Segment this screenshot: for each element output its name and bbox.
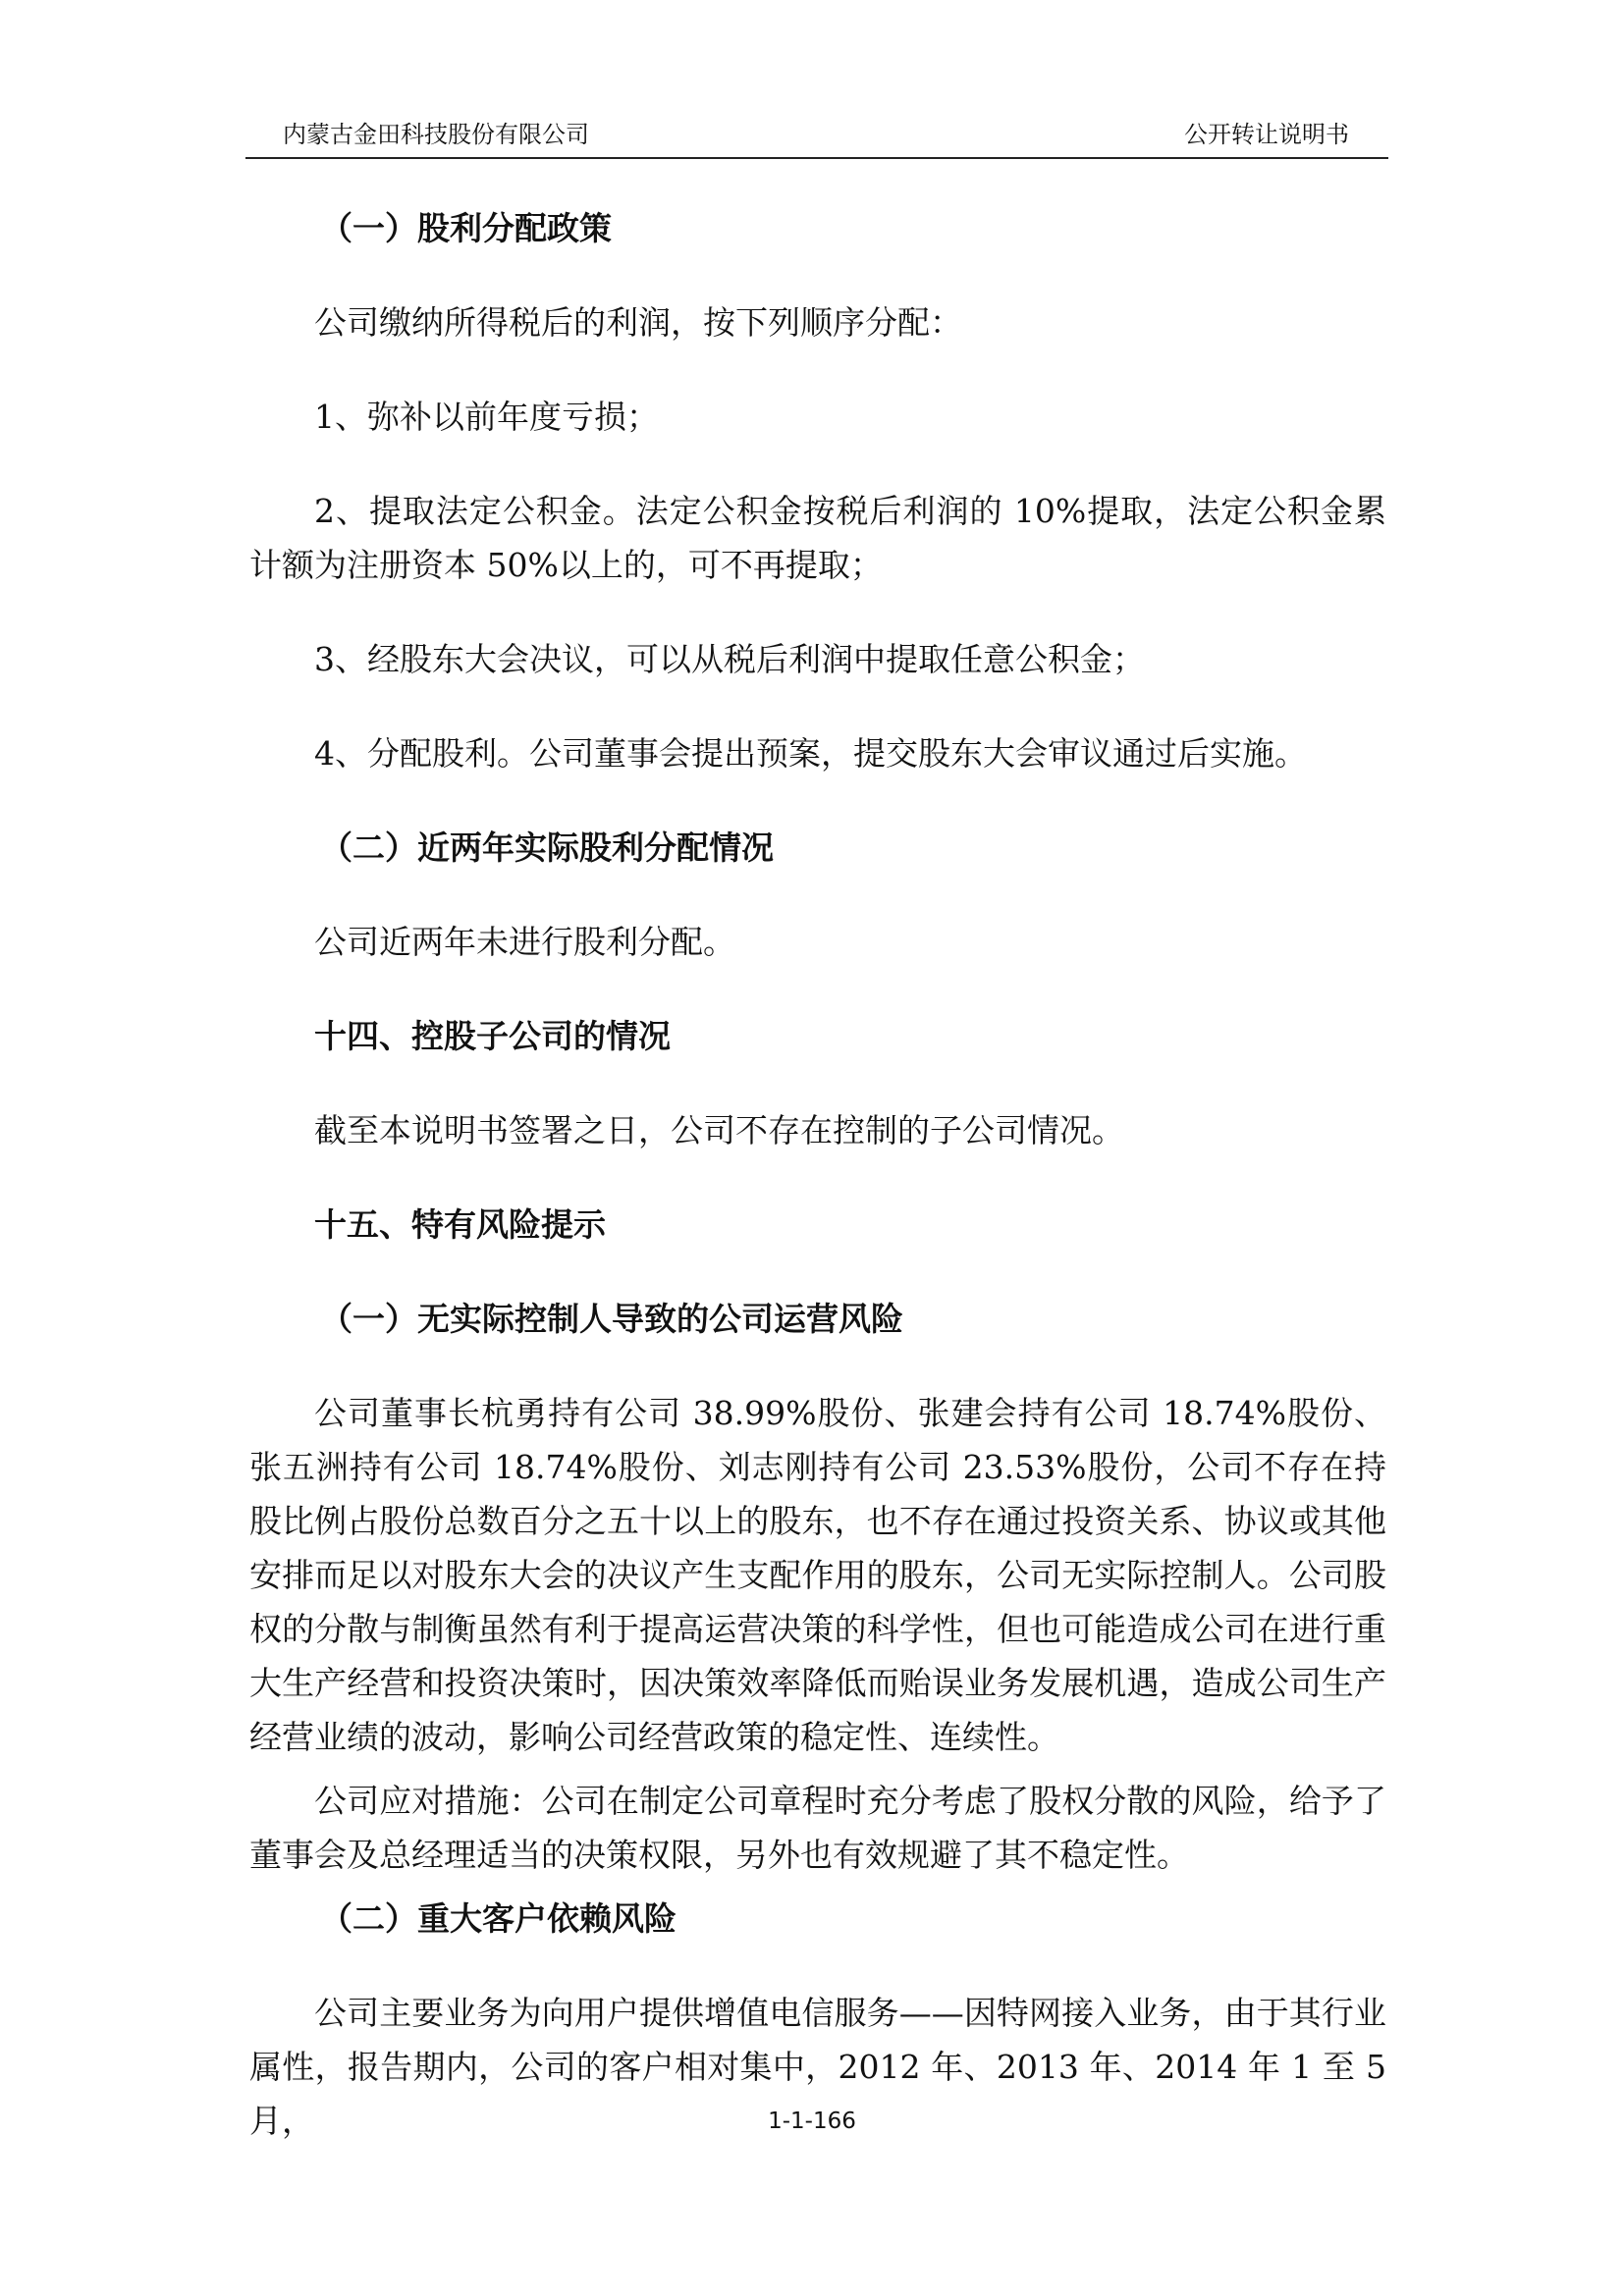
section-heading-subsidiaries: 十四、控股子公司的情况 [314,1017,671,1055]
section-heading-no-controller-risk: （一）无实际控制人导致的公司运营风险 [320,1300,903,1338]
paragraph-shareholding-risk: 公司董事长杭勇持有公司 38.99%股份、张建会持有公司 18.74%股份、张五洲持有公司 18.74%股份、刘志刚持有公司 23.53%股份，公司不存在持股比例占股份总数百分之五十以上的股东，也不存在通过投资关系、协议或其他安排而足以对股东大会的决议产生支配作用的股东，公司无实际控制人。公司股权的分散与制衡虽然有利于提高运营决策的科学性，但也可能造成公司在进行重大生产经营和投资决策时，因决策效率降低而贻误业务发展机遇，造成公司生产经营业绩的波动，影响公司经营政策的稳定性、连续性。 [249,1394,1386,1756]
section-heading-dividend-policy: （一）股利分配政策 [320,209,612,247]
paragraph-profit-distribution-order: 公司缴纳所得税后的利润，按下列顺序分配： [314,303,962,342]
list-item-2: 2、提取法定公积金。法定公积金按税后利润的 10%提取，法定公积金累计额为注册资本 50%以上的，可不再提取； [249,492,1386,584]
list-item-1: 1、弥补以前年度亏损； [314,398,659,436]
header-document-type: 公开转让说明书 [1184,121,1349,148]
section-heading-customer-dependency: （二）重大客户依赖风险 [320,1899,677,1938]
document-body [249,201,1386,2148]
section-heading-actual-dividends: （二）近两年实际股利分配情况 [320,828,774,867]
paragraph-customer-concentration: 公司主要业务为向用户提供增值电信服务——因特网接入业务，由于其行业属性，报告期内，公司的客户相对集中，2012 年、2013 年、2014 年 1 至 5 月， [249,1994,1386,2140]
paragraph-countermeasures: 公司应对措施：公司在制定公司章程时充分考虑了股权分散的风险，给予了董事会及总经理适当的决策权限，另外也有效规避了其不稳定性。 [249,1782,1386,1874]
page-number: 1-1-166 [768,2109,856,2134]
header-company-name: 内蒙古金田科技股份有限公司 [283,121,589,148]
page-header [245,108,1388,159]
paragraph-no-dividends: 公司近两年未进行股利分配。 [314,923,735,961]
list-item-4: 4、分配股利。公司董事会提出预案，提交股东大会审议通过后实施。 [314,734,1307,773]
list-item-3: 3、经股东大会决议，可以从税后利润中提取任意公积金； [314,640,1145,678]
paragraph-no-subsidiaries: 截至本说明书签署之日，公司不存在控制的子公司情况。 [314,1111,1124,1149]
section-heading-specific-risks: 十五、特有风险提示 [314,1205,606,1244]
